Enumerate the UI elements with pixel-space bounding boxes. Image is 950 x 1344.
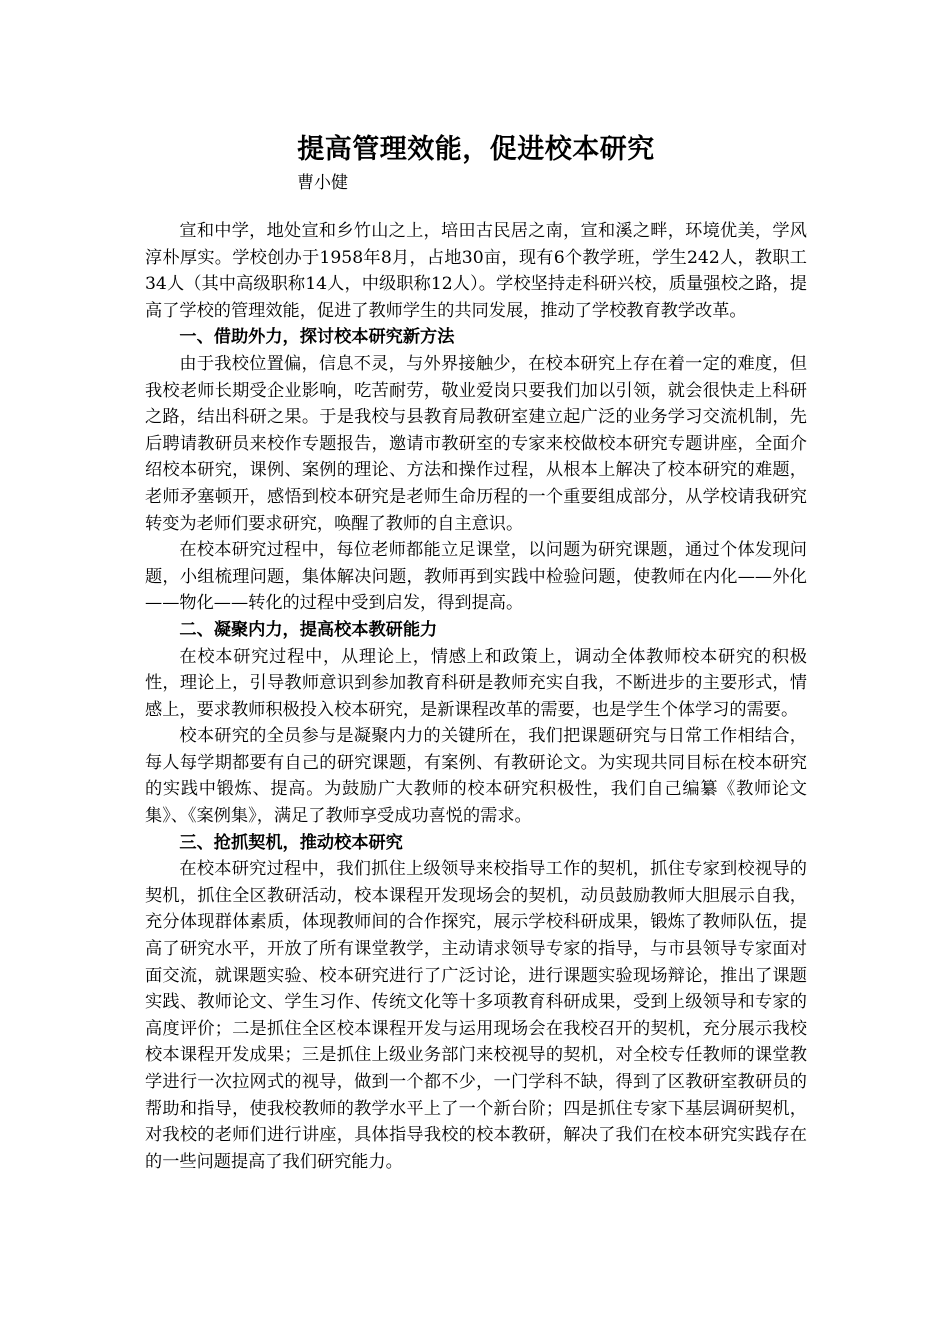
section-heading-1: 一、借助外力，探讨校本研究新方法 bbox=[179, 327, 455, 348]
section-2-paragraph-1: 在校本研究过程中，从理论上，情感上和政策上，调动全体教师校本研究的积极性，理论上，引导教师意识到参加教育科研是教师充实自我，不断进步的主要形式，情感上，要求教师积极投入校本研究，是新课程改革的需要，也是学生个体学习的需要。 bbox=[145, 646, 807, 720]
section-heading-3: 三、抢抓契机，推动校本研究 bbox=[179, 832, 403, 853]
section-1-paragraph-1: 由于我校位置偏，信息不灵，与外界接触少，在校本研究上存在着一定的难度，但我校老师长期受企业影响，吃苦耐劳，敬业爱岗只要我们加以引领，就会很快走上科研之路，结出科研之果。于是我校与县教育局教研室建立起广泛的业务学习交流机制，先后聘请教研员来校作专题报告，邀请市教研室的专家来校做校本研究专题讲座，全面介绍校本研究，课例、案例的理论、方法和操作过程，从根本上解决了校本研究的难题，老师矛塞顿开，感悟到校本研究是老师生命历程的一个重要组成部分，从学校请我研究转变为老师们要求研究，唤醒了教师的自主意识。 bbox=[145, 353, 807, 534]
section-heading-2: 二、凝聚内力，提高校本教研能力 bbox=[179, 619, 438, 640]
intro-paragraph: 宣和中学，地处宣和乡竹山之上，培田古民居之南，宣和溪之畔，环境优美，学风淳朴厚实。学校创办于1958年8月，占地30亩，现有6个教学班，学生242人，教职工34人（其中高级职称14人，中级职称12人）。学校坚持走科研兴校，质量强校之路，提高了学校的管理效能，促进了教师学生的共同发展，推动了学校教育教学改革。 bbox=[145, 221, 807, 321]
section-1-paragraph-2: 在校本研究过程中，每位老师都能立足课堂，以问题为研究课题，通过个体发现问题，小组梳理问题，集体解决问题，教师再到实践中检验问题，使教师在内化——外化——物化——转化的过程中受到启发，得到提高。 bbox=[145, 540, 807, 614]
document-title: 提高管理效能，促进校本研究 bbox=[297, 134, 655, 165]
section-3-paragraph-1: 在校本研究过程中，我们抓住上级领导来校指导工作的契机，抓住专家到校视导的契机，抓住全区教研活动，校本课程开发现场会的契机，动员鼓励教师大胆展示自我，充分体现群体素质，体现教师间的合作探究，展示学校科研成果，锻炼了教师队伍，提高了研究水平，开放了所有课堂教学，主动请求领导专家的指导，与市县领导专家面对面交流，就课题实验、校本研究进行了广泛讨论，进行课题实验现场辩论，推出了课题实践、教师论文、学生习作、传统文化等十多项教育科研成果，受到上级领导和专家的高度评价；二是抓住全区校本课程开发与运用现场会在我校召开的契机，充分展示我校校本课程开发成果；三是抓住上级业务部门来校视导的契机，对全校专任教师的课堂教学进行一次拉网式的视导，做到一个都不少，一门学科不缺，得到了区教研室教研员的帮助和指导，使我校教师的教学水平上了一个新台阶；四是抓住专家下基层调研契机，对我校的老师们进行讲座，具体指导我校的校本教研，解决了我们在校本研究实践存在的一些问题提高了我们研究能力。 bbox=[145, 859, 807, 1172]
title-spacer bbox=[145, 196, 807, 218]
author-name: 曹小健 bbox=[297, 173, 348, 193]
section-2-paragraph-2: 校本研究的全员参与是凝聚内力的关键所在，我们把课题研究与日常工作相结合，每人每学期都要有自己的研究课题，有案例、有教研论文。为实现共同目标在校本研究的实践中锻炼、提高。为鼓励广大教师的校本研究积极性，我们自己编纂《教师论文集》、《案例集》，满足了教师享受成功喜悦的需求。 bbox=[145, 726, 807, 827]
document-page bbox=[145, 130, 807, 1175]
